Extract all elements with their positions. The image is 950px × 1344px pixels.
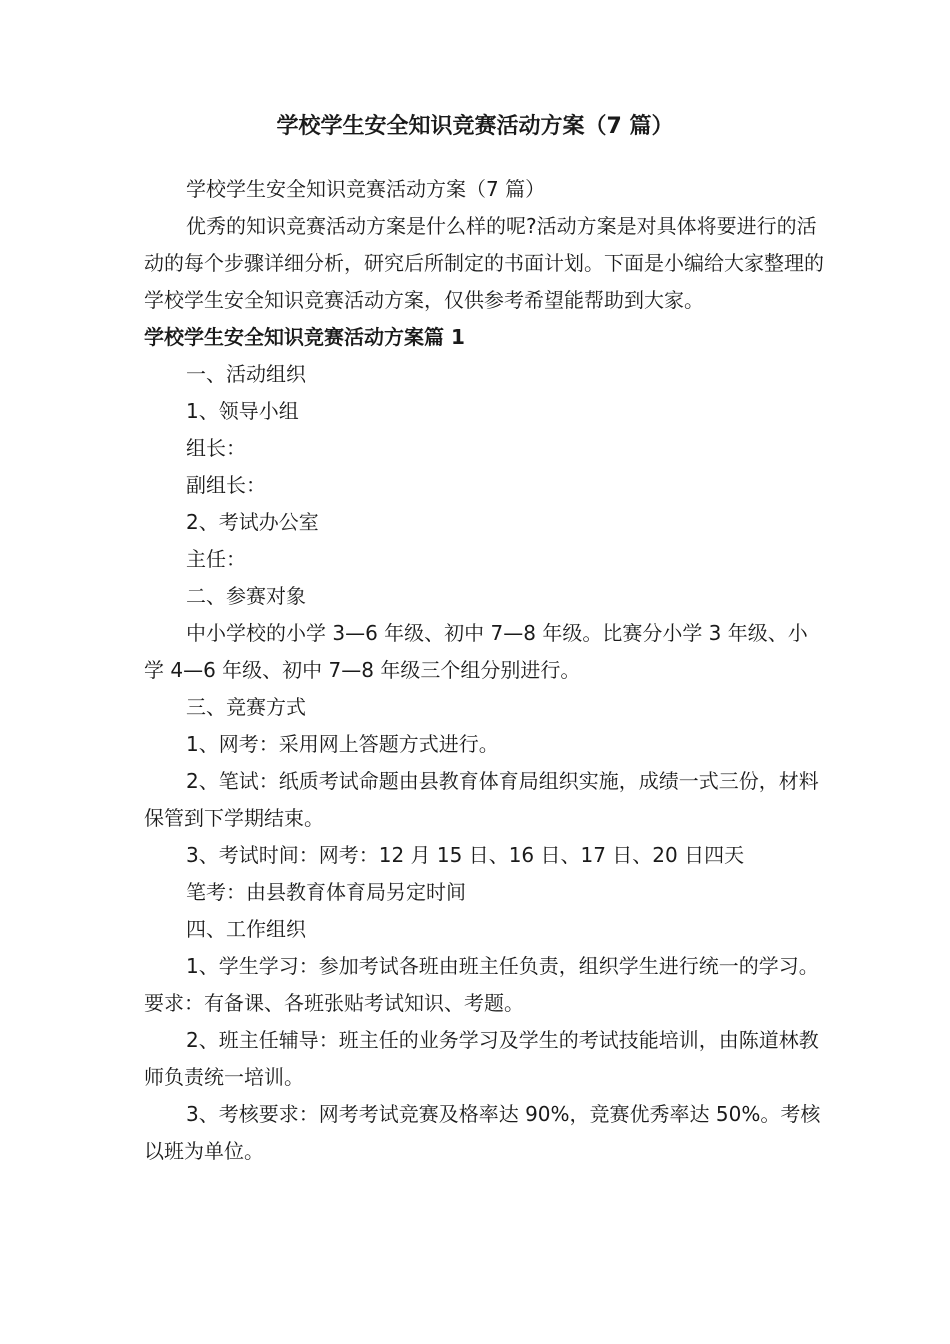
paragraph: 笔考：由县教育体育局另定时间 <box>186 880 466 904</box>
section-heading: 学校学生安全知识竞赛活动方案篇 1 <box>144 325 465 349</box>
paragraph: 三、竞赛方式 <box>186 695 306 719</box>
paragraph: 2、笔试：纸质考试命题由县教育体育局组织实施，成绩一式三份，材料保管到下学期结束。 <box>144 769 819 830</box>
paragraph: 1、领导小组 <box>186 399 299 423</box>
paragraph: 3、考核要求：网考考试竞赛及格率达 90%，竞赛优秀率达 50%。考核以班为单位。 <box>144 1102 821 1163</box>
paragraph: 3、考试时间：网考：12 月 15 日、16 日、17 日、20 日四天 <box>186 843 745 867</box>
paragraph: 学校学生安全知识竞赛活动方案（7 篇） <box>186 177 546 201</box>
paragraph: 一、活动组织 <box>186 362 306 386</box>
document-title: 学校学生安全知识竞赛活动方案（7 篇） <box>276 114 674 139</box>
document-body <box>144 171 824 1170</box>
paragraph: 四、工作组织 <box>186 917 306 941</box>
paragraph: 二、参赛对象 <box>186 584 306 608</box>
paragraph: 2、班主任辅导：班主任的业务学习及学生的考试技能培训，由陈道林教师负责统一培训。 <box>144 1028 819 1089</box>
paragraph: 1、网考：采用网上答题方式进行。 <box>186 732 499 756</box>
paragraph: 1、学生学习：参加考试各班由班主任负责，组织学生进行统一的学习。要求：有备课、各班张贴考试知识、考题。 <box>144 954 819 1015</box>
paragraph: 优秀的知识竞赛活动方案是什么样的呢?活动方案是对具体将要进行的活动的每个步骤详细分析，研究后所制定的书面计划。下面是小编给大家整理的学校学生安全知识竞赛活动方案，仅供参考希望能帮助到大家。 <box>144 214 824 312</box>
paragraph: 副组长： <box>186 473 266 497</box>
paragraph: 组长： <box>186 436 246 460</box>
paragraph: 中小学校的小学 3—6 年级、初中 7—8 年级。比赛分小学 3 年级、小学 4—6 年级、初中 7—8 年级三个组分别进行。 <box>144 621 808 682</box>
paragraph: 2、考试办公室 <box>186 510 319 534</box>
paragraph: 主任： <box>186 547 246 571</box>
